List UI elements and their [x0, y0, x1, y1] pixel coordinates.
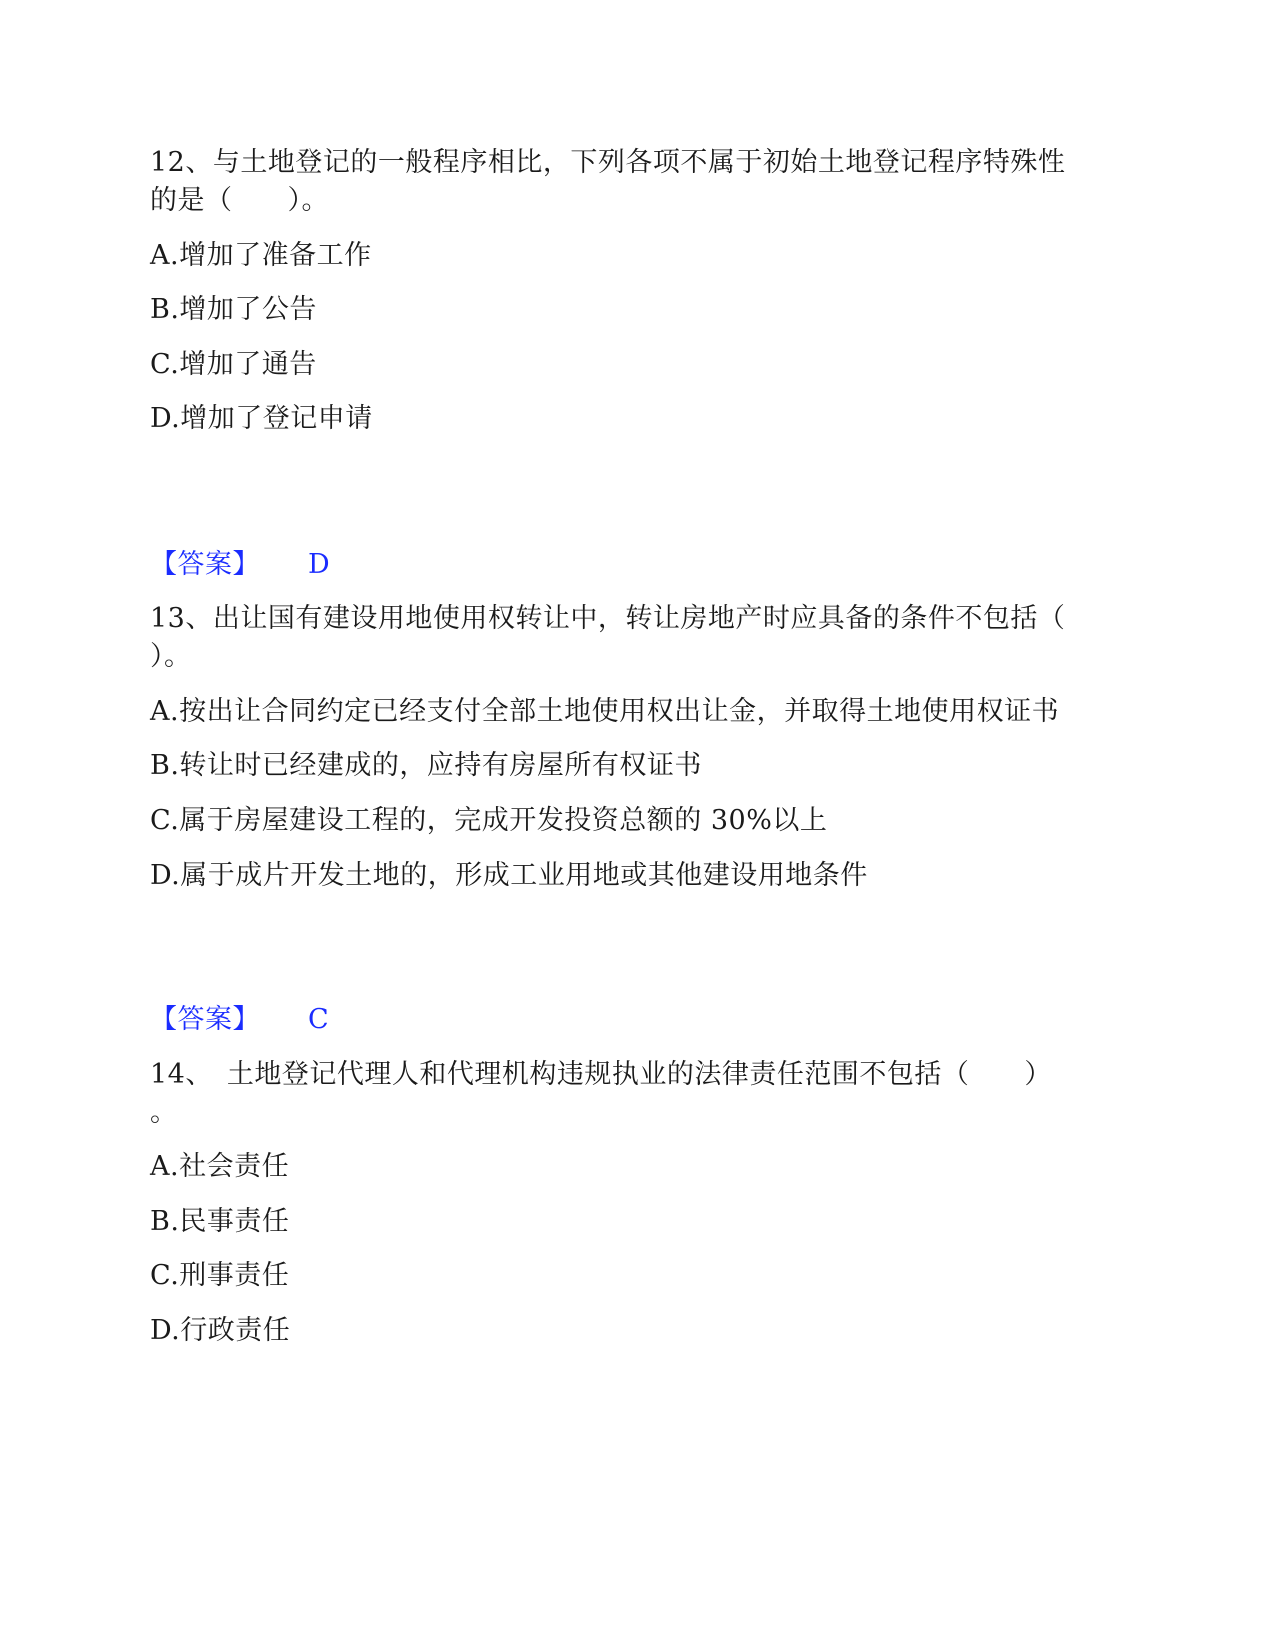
question-12-option-c: C.增加了通告	[150, 349, 317, 380]
question-13-stem-line2: ）。	[150, 641, 192, 672]
answer-value: C	[308, 1004, 330, 1035]
question-13-answer	[150, 1000, 329, 1040]
question-12-answer	[150, 545, 330, 585]
answer-value: D	[308, 549, 331, 580]
question-12-option-b: B.增加了公告	[150, 294, 317, 325]
question-12-stem-line1: 12、与土地登记的一般程序相比，下列各项不属于初始土地登记程序特殊性	[150, 147, 1066, 178]
question-12-option-a: A.增加了准备工作	[150, 240, 372, 271]
question-13-stem-line1: 13、出让国有建设用地使用权转让中，转让房地产时应具备的条件不包括（	[150, 603, 1066, 634]
question-13-option-a: A.按出让合同约定已经支付全部土地使用权出让金，并取得土地使用权证书	[150, 696, 1060, 727]
question-13-option-d: D.属于成片开发土地的，形成工业用地或其他建设用地条件	[150, 860, 868, 891]
question-14-option-b: B.民事责任	[150, 1206, 290, 1237]
question-13-option-c: C.属于房屋建设工程的，完成开发投资总额的 30%以上	[150, 805, 828, 836]
answer-label: 【答案】	[150, 549, 260, 580]
question-14-option-a: A.社会责任	[150, 1151, 290, 1182]
question-12-stem-line2: 的是（ ）。	[150, 185, 329, 216]
answer-label: 【答案】	[150, 1004, 260, 1035]
question-14-stem-line1: 14、 土地登记代理人和代理机构违规执业的法律责任范围不包括（ ）	[150, 1059, 1052, 1090]
question-14-option-c: C.刑事责任	[150, 1260, 290, 1291]
question-14-stem-line2: 。	[150, 1097, 178, 1128]
question-12-option-d: D.增加了登记申请	[150, 403, 373, 434]
question-14-option-d: D.行政责任	[150, 1315, 291, 1346]
question-13-option-b: B.转让时已经建成的，应持有房屋所有权证书	[150, 750, 702, 781]
